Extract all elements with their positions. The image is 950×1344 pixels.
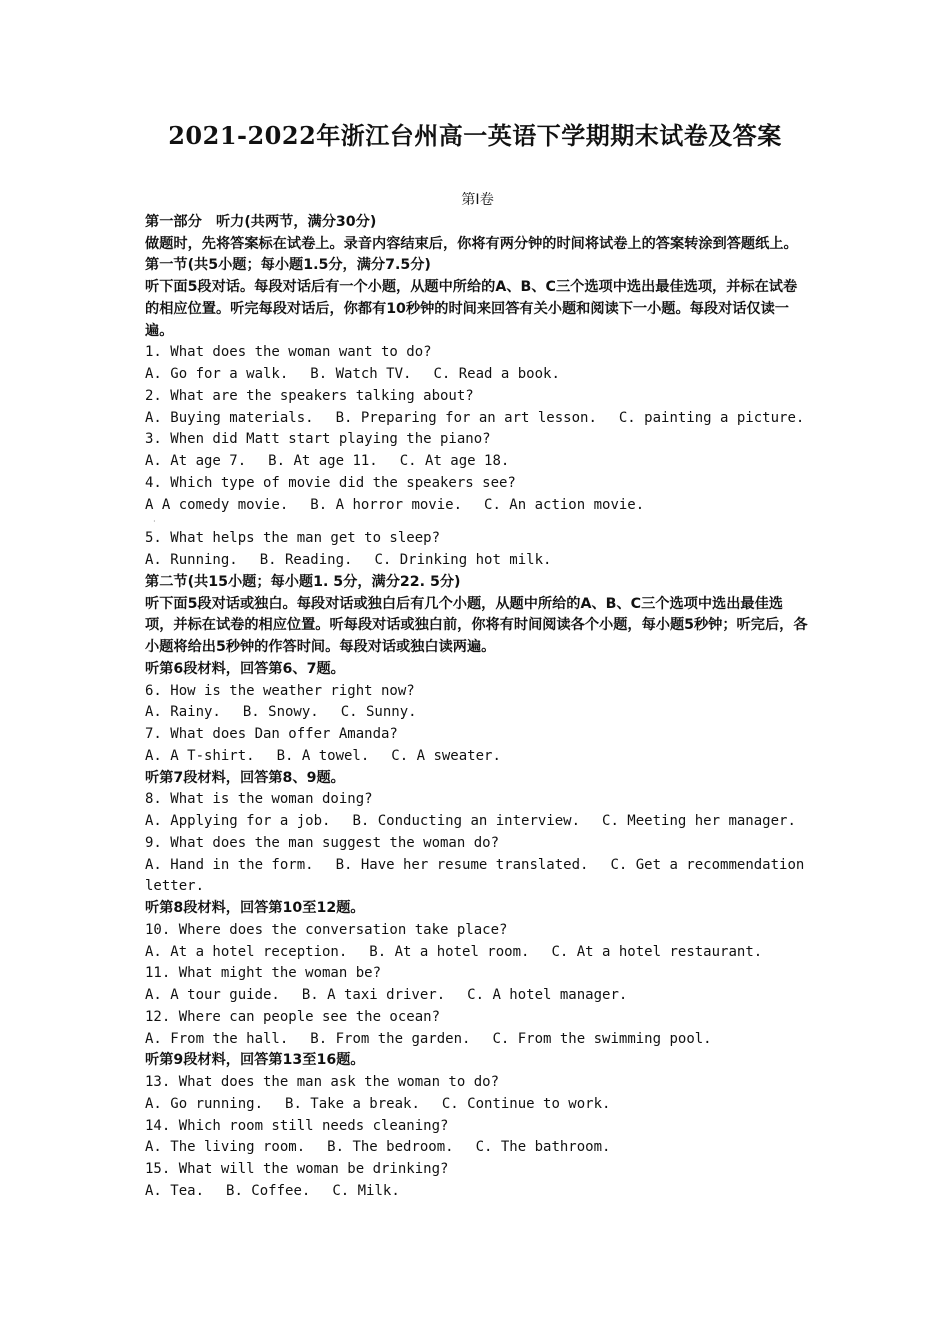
question-15: 15. What will the woman be drinking?	[145, 1161, 449, 1177]
material-6-label: 听第6段材料，回答第6、7题。	[145, 660, 345, 677]
question-7: 7. What does Dan offer Amanda?	[145, 726, 398, 742]
options-12	[145, 1029, 810, 1051]
options-4	[145, 495, 810, 517]
option-a: A. Rainy.	[145, 704, 221, 721]
question-8: 8. What is the woman doing?	[145, 791, 373, 808]
options-8	[145, 811, 810, 833]
option-c: C. Meeting her manager.	[602, 813, 796, 829]
option-a: A. Go for a walk.	[145, 366, 289, 382]
question-13: 13. What does the man ask the woman to do?	[145, 1074, 500, 1090]
options-3	[145, 451, 810, 473]
section1-instruction: 听下面5段对话。每段对话后有一个小题，从题中所给的A、B、C三个选项中选出最佳选项，并标在试卷的相应位置。听完每段对话后，你都有10秒钟的时间来回答有关小题和阅读下一小题。每段对话仅读一遍。	[145, 279, 798, 339]
option-a: A. The living room.	[145, 1139, 306, 1156]
section2-instruction: 听下面5段对话或独白。每段对话或独白后有几个小题，从题中所给的A、B、C三个选项中选出最佳选项，并标在试卷的相应位置。听每段对话或独白前，你将有时间阅读各个小题，每小题5秒钟；听完后，各小题将给出5秒钟的作答时间。每段对话或独白读两遍。	[145, 595, 808, 655]
option-c: C. Continue to work.	[441, 1095, 611, 1112]
option-a: A. Running.	[145, 552, 238, 568]
question-2: 2. What are the speakers talking about?	[145, 387, 474, 404]
option-c: C. Get a recommendation	[610, 856, 805, 873]
question-4: 4. Which type of movie did the speakers see?	[145, 474, 516, 491]
option-c: C. The bathroom.	[475, 1139, 611, 1156]
option-b: B. Preparing for an art lesson.	[335, 409, 597, 426]
option-c: C. A sweater.	[391, 747, 501, 764]
option-c: C. At a hotel restaurant.	[551, 943, 763, 960]
question-1: 1. What does the woman want to do?	[145, 344, 432, 361]
document-title: 2021-2022年浙江台州高一英语下学期期末试卷及答案	[168, 121, 782, 150]
option-b: B. Coffee.	[226, 1182, 311, 1199]
option-b: B. Snowy.	[242, 704, 319, 721]
question-6: 6. How is the weather right now?	[145, 682, 415, 699]
section2-heading: 第二节(共15小题；每小题1. 5分，满分22. 5分)	[145, 573, 461, 590]
option-c: C. At age 18.	[399, 453, 510, 469]
options-6	[145, 702, 810, 724]
option-a: A A comedy movie.	[145, 496, 289, 513]
options-15	[145, 1181, 810, 1203]
option-b: B. Watch TV.	[310, 366, 412, 382]
options-10	[145, 942, 810, 964]
stray-mark: ·	[153, 517, 156, 527]
option-c: C. Read a book.	[433, 366, 560, 382]
question-9: 9. What does the man suggest the woman do?	[145, 834, 500, 851]
option-b: B. A towel.	[276, 747, 370, 764]
option-b: B. The bedroom.	[327, 1139, 454, 1156]
option-c: C. painting a picture.	[618, 409, 805, 426]
option-a: A. At age 7.	[145, 453, 247, 469]
options-11	[145, 985, 810, 1007]
option-b: B. At a hotel room.	[369, 943, 530, 960]
option-a: A. Hand in the form.	[145, 856, 314, 873]
question-5: 5. What helps the man get to sleep?	[145, 530, 441, 547]
options-1	[145, 364, 810, 386]
material-8-label: 听第8段材料，回答第10至12题。	[145, 900, 365, 916]
option-c: C. An action movie.	[484, 496, 645, 513]
option-a: A. From the hall.	[145, 1030, 289, 1047]
question-14: 14. Which room still needs cleaning?	[145, 1117, 449, 1134]
option-c: C. Drinking hot milk.	[374, 552, 552, 568]
part1-heading: 第一部分 听力(共两节，满分30分)	[145, 213, 377, 230]
options-2	[145, 408, 810, 430]
option-b: B. A taxi driver.	[301, 987, 446, 1003]
option-b: B. Conducting an interview.	[352, 813, 581, 829]
option-c: C. Milk.	[332, 1182, 400, 1199]
question-3: 3. When did Matt start playing the piano?	[145, 431, 491, 448]
option-a: A. Tea.	[145, 1182, 205, 1199]
material-7-label: 听第7段材料，回答第8、9题。	[145, 769, 345, 786]
option-a: A. At a hotel reception.	[145, 943, 348, 960]
question-11: 11. What might the woman be?	[145, 965, 382, 982]
option-a: A. Go running.	[145, 1095, 264, 1112]
options-9-continued: letter.	[145, 878, 205, 895]
option-a: A. Applying for a job.	[145, 813, 331, 829]
option-a: A. A T-shirt.	[145, 747, 255, 764]
option-b: B. From the garden.	[310, 1030, 471, 1047]
material-9-label: 听第9段材料，回答第13至16题。	[145, 1052, 365, 1069]
options-5	[145, 550, 810, 572]
option-b: B. A horror movie.	[310, 496, 463, 513]
option-b: B. Have her resume translated.	[335, 856, 589, 873]
question-10: 10. Where does the conversation take place?	[145, 921, 508, 938]
volume-heading: 第I卷	[461, 192, 494, 208]
option-b: B. Take a break.	[285, 1095, 420, 1112]
option-c: C. Sunny.	[340, 704, 417, 721]
exam-content	[145, 190, 810, 1203]
option-a: A. A tour guide.	[145, 987, 280, 1003]
option-c: C. From the swimming pool.	[492, 1030, 712, 1047]
option-c: C. A hotel manager.	[467, 987, 628, 1003]
section1-heading: 第一节(共5小题；每小题1.5分，满分7.5分)	[145, 257, 431, 274]
options-13	[145, 1094, 810, 1116]
option-a: A. Buying materials.	[145, 409, 314, 426]
option-b: B. Reading.	[259, 552, 353, 568]
options-7	[145, 746, 810, 768]
options-9	[145, 855, 810, 877]
options-14	[145, 1137, 810, 1159]
part1-instruction: 做题时，先将答案标在试卷上。录音内容结束后，你将有两分钟的时间将试卷上的答案转涂到答题纸上。	[145, 235, 798, 252]
option-b: B. At age 11.	[268, 453, 378, 469]
question-12: 12. Where can people see the ocean?	[145, 1008, 441, 1025]
